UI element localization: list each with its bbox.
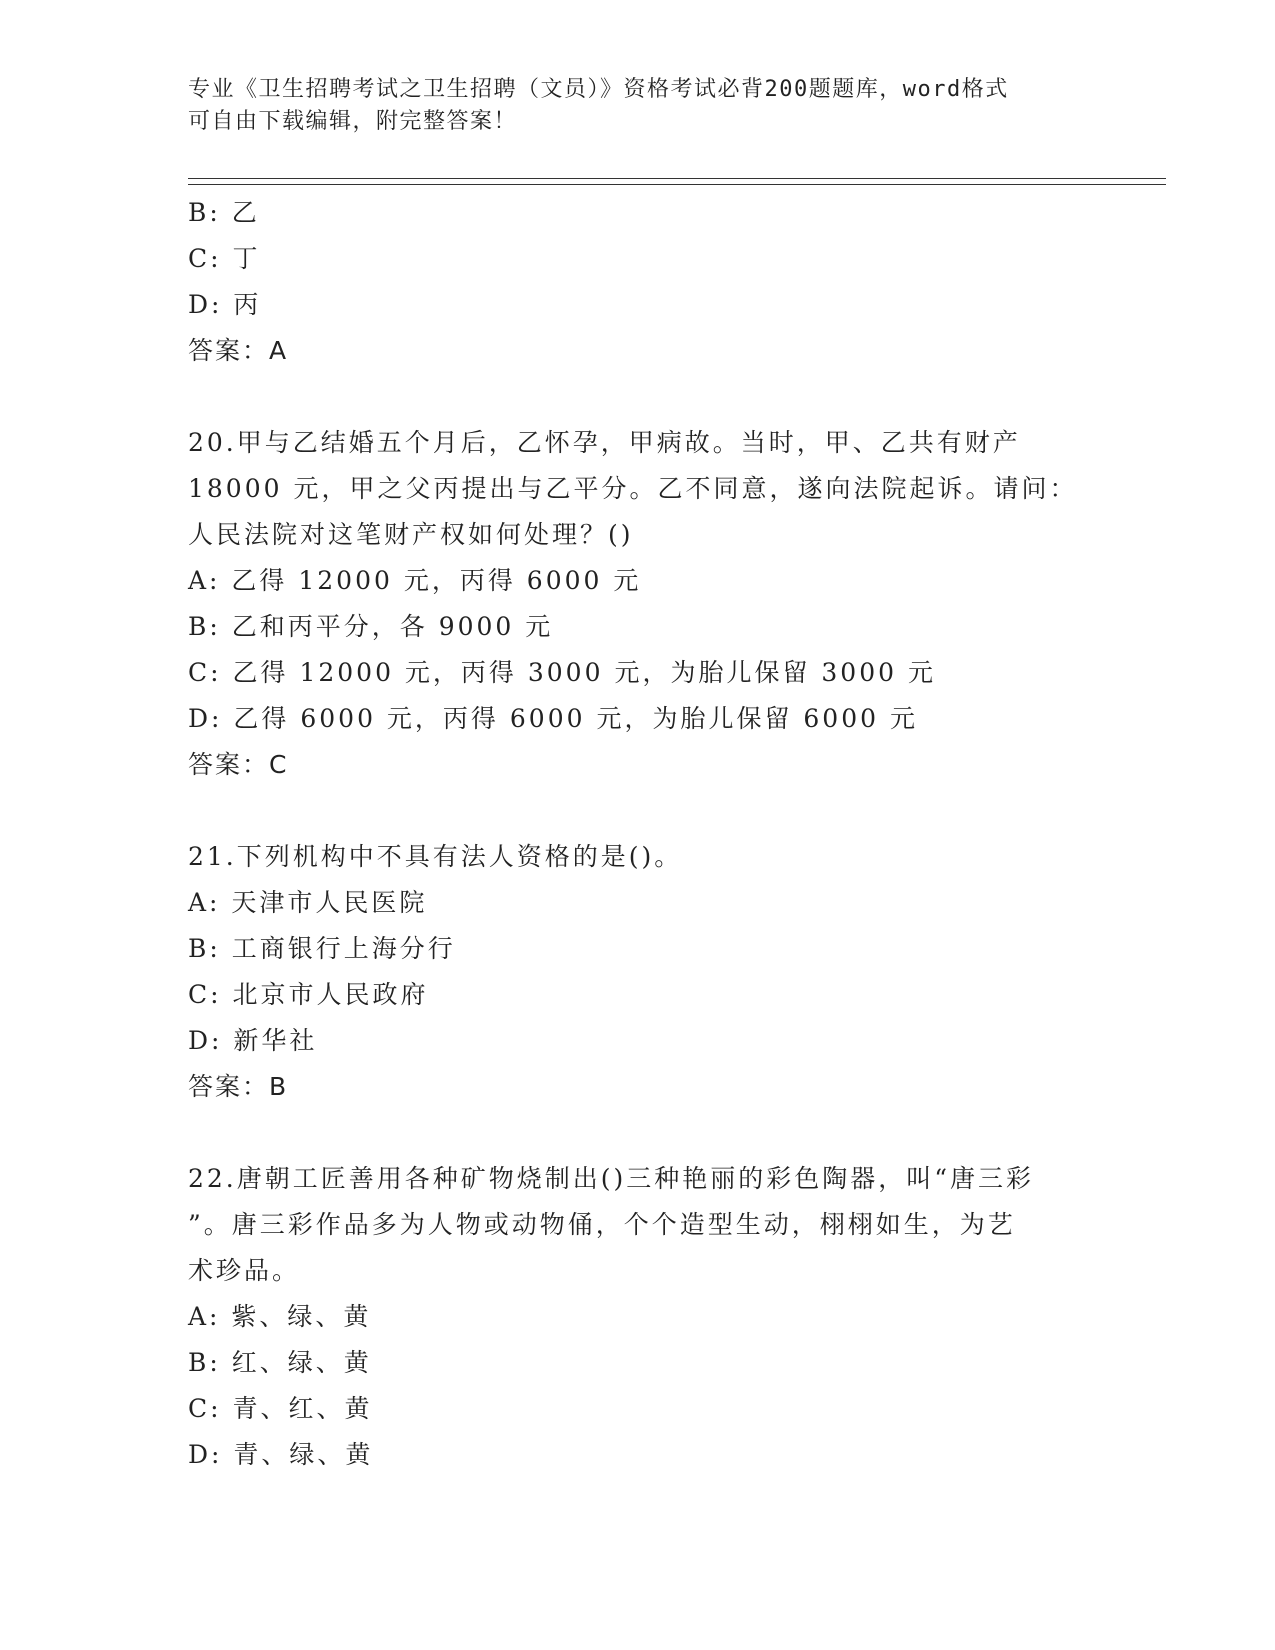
option-c: C: 青、红、黄 [188, 1394, 373, 1423]
option-d: D: 新华社 [188, 1026, 318, 1055]
question-text-line: 20.甲与乙结婚五个月后，乙怀孕，甲病故。当时，甲、乙共有财产 [188, 428, 1021, 457]
question-text-line: ”。唐三彩作品多为人物或动物俑，个个造型生动，栩栩如生，为艺 [188, 1210, 1016, 1239]
answer-line: 答案：A [188, 336, 289, 365]
question-19-continued [188, 190, 1088, 374]
question-text-line: 18000 元，甲之父丙提出与乙平分。乙不同意，遂向法院起诉。请问： [188, 474, 1078, 503]
option-b: B: 乙和丙平分，各 9000 元 [188, 612, 554, 641]
option-c: C: 乙得 12000 元，丙得 3000 元，为胎儿保留 3000 元 [188, 658, 936, 687]
option-b: B: 红、绿、黄 [188, 1348, 372, 1377]
spacer [188, 1110, 1088, 1156]
question-20 [188, 420, 1088, 788]
question-text-line: 22.唐朝工匠善用各种矿物烧制出()三种艳丽的彩色陶器，叫“唐三彩 [188, 1164, 1035, 1193]
question-text-line: 21.下列机构中不具有法人资格的是()。 [188, 842, 683, 871]
answer-line: 答案：B [188, 1072, 289, 1101]
option-d: D: 丙 [188, 290, 262, 319]
option-a: A: 天津市人民医院 [188, 888, 428, 917]
option-d: D: 青、绿、黄 [188, 1440, 374, 1469]
option-a: A: 乙得 12000 元，丙得 6000 元 [188, 566, 642, 595]
header-title-line-1: 专业《卫生招聘考试之卫生招聘（文员）》资格考试必背200题题库，word格式 [188, 77, 1009, 102]
question-text-line: 术珍品。 [188, 1256, 301, 1285]
option-d: D: 乙得 6000 元，丙得 6000 元，为胎儿保留 6000 元 [188, 704, 918, 733]
question-21 [188, 834, 1088, 1110]
header-title-line-2: 可自由下载编辑，附完整答案！ [188, 109, 518, 134]
option-b: B: 工商银行上海分行 [188, 934, 456, 963]
option-b: B: 乙 [188, 198, 260, 227]
spacer [188, 374, 1088, 420]
page-header [188, 74, 1088, 138]
answer-line: 答案：C [188, 750, 289, 779]
option-a: A: 紫、绿、黄 [188, 1302, 372, 1331]
spacer [188, 788, 1088, 834]
question-22 [188, 1156, 1088, 1478]
question-text-line: 人民法院对这笔财产权如何处理？() [188, 520, 634, 549]
option-c: C: 北京市人民政府 [188, 980, 429, 1009]
question-list [188, 190, 1088, 1478]
header-divider [188, 178, 1166, 185]
option-c: C: 丁 [188, 244, 261, 273]
